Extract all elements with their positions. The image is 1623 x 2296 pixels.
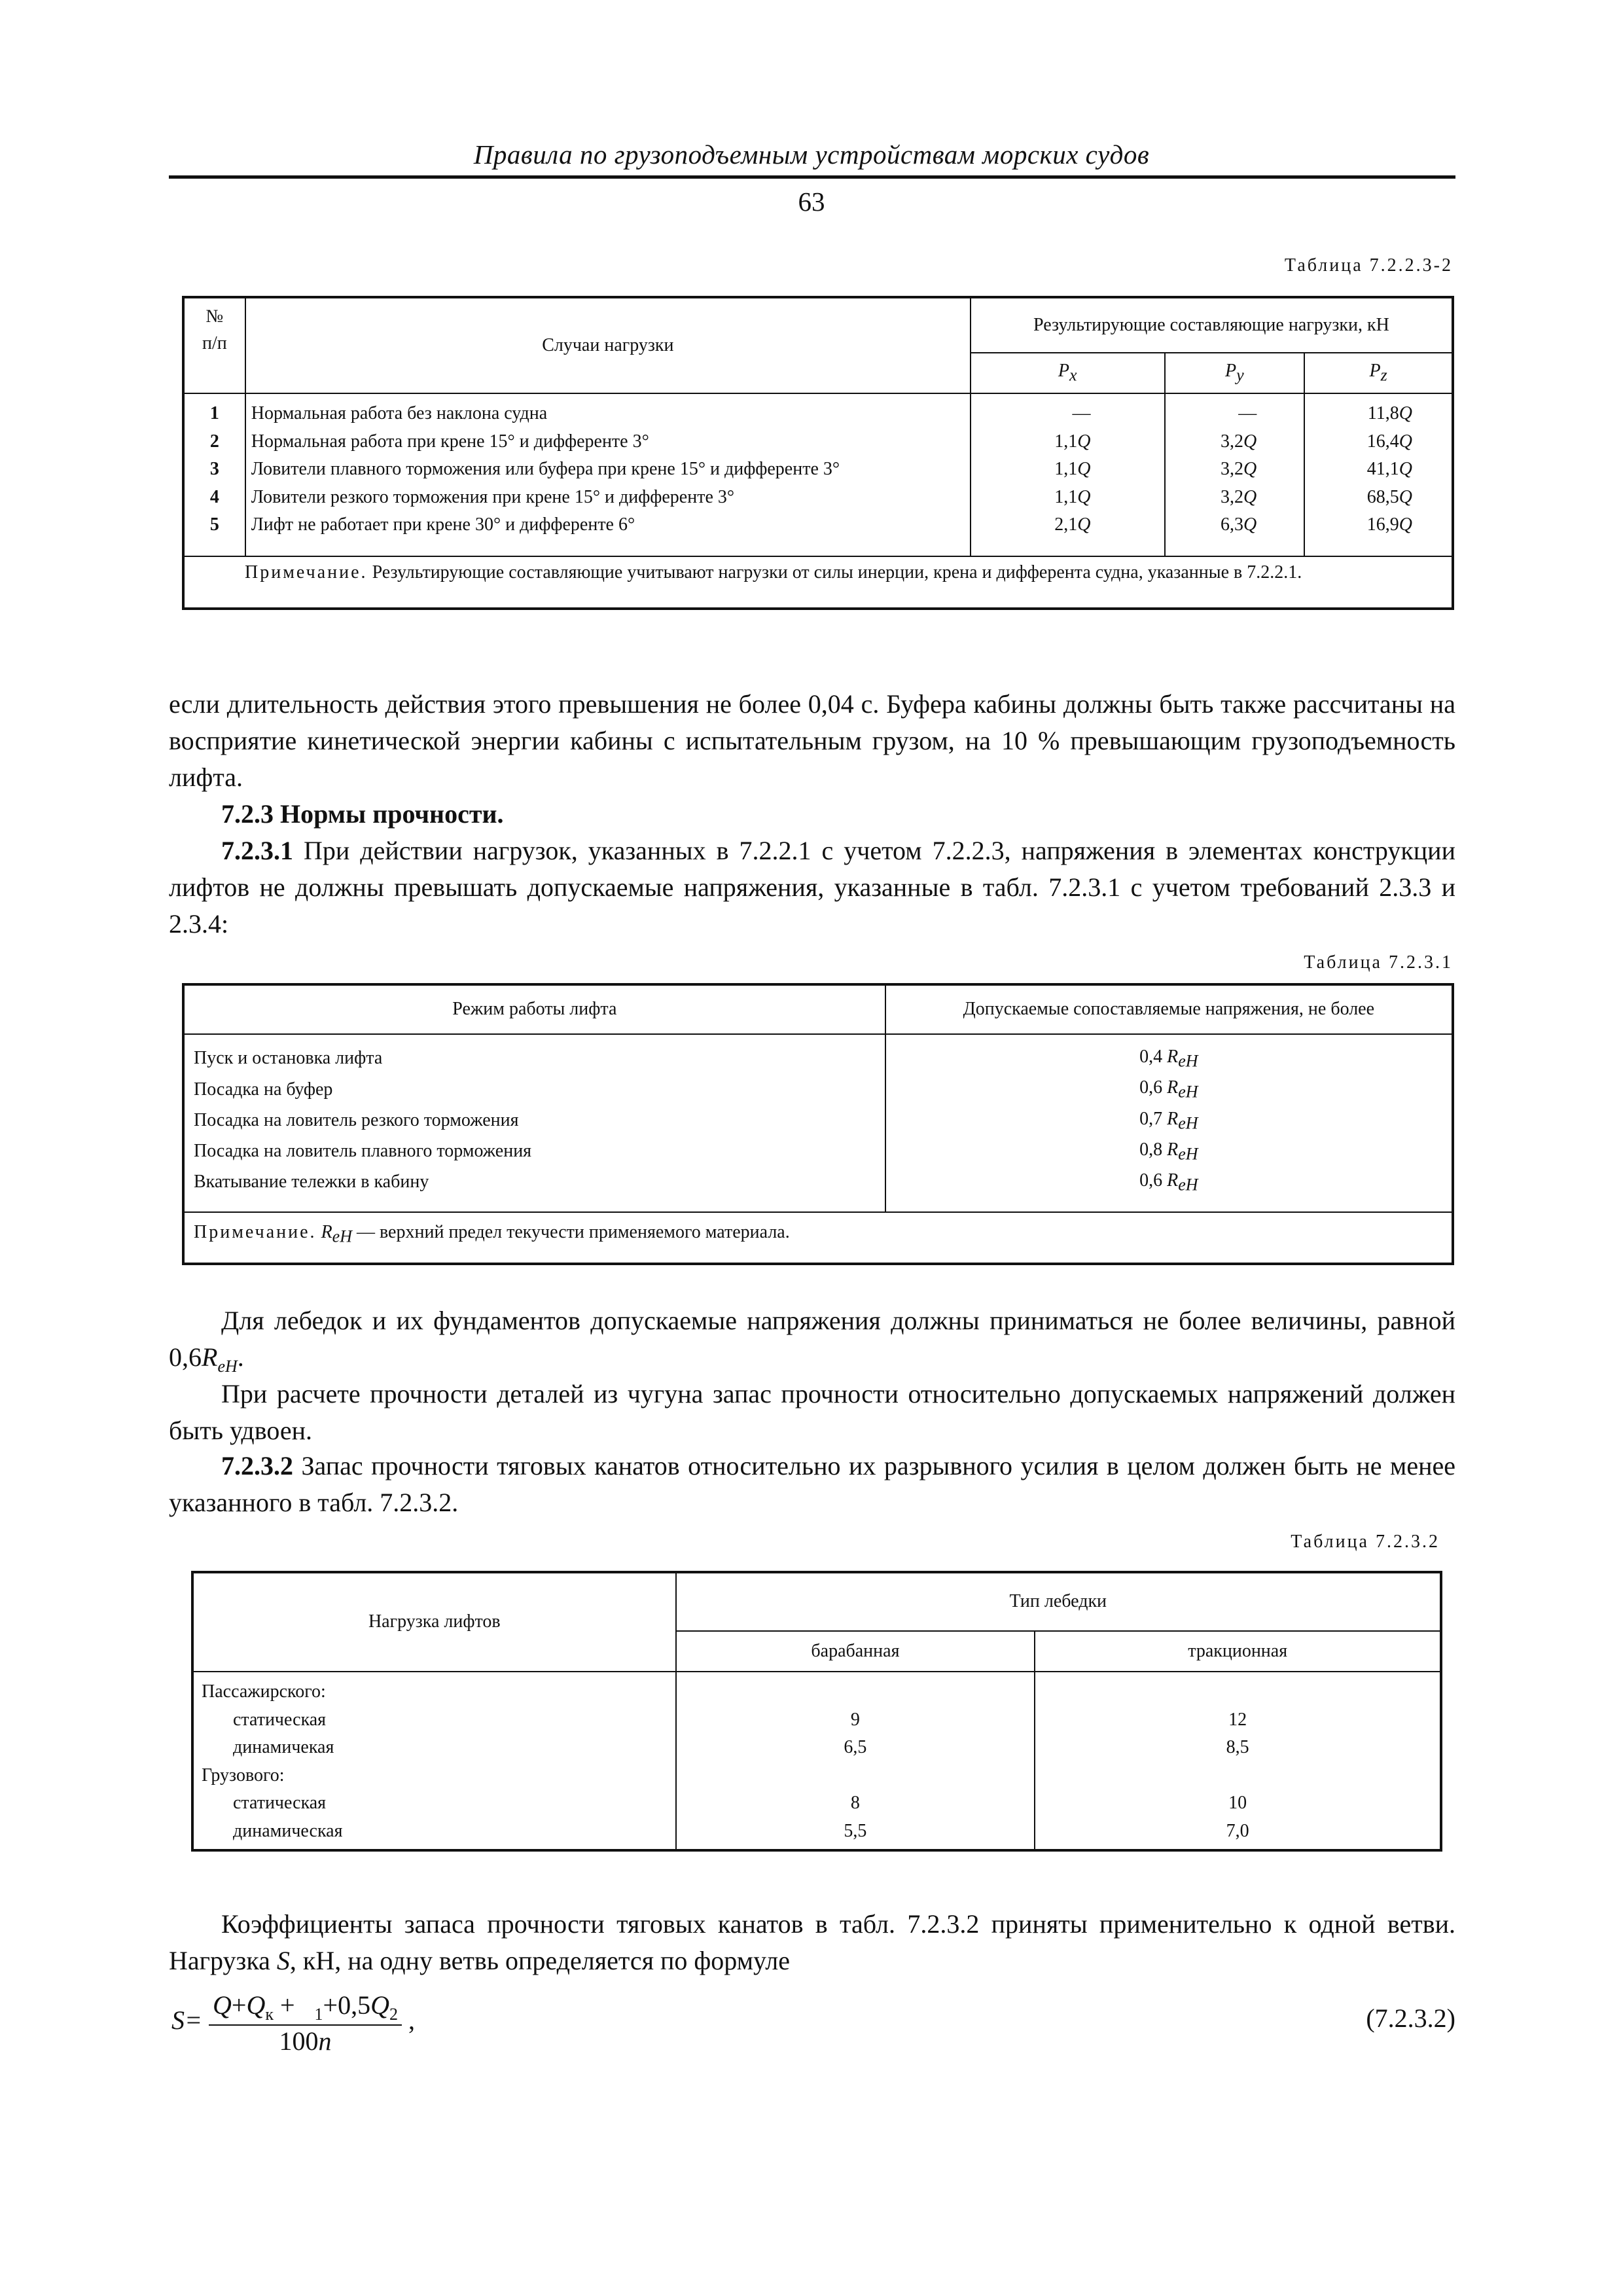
paragraph-7231: 7.2.3.1 При действии нагрузок, указанных в 7.2.2.1 с учетом 7.2.2.3, напряжения в элементах конструкции лифтов не должны превышать допускаемые напряжения, указанные в табл. 7.2.3.1 с учетом требований 2.3.3 и 2.3.4: bbox=[169, 836, 1455, 939]
col-header-py: $P_y$ bbox=[1165, 353, 1305, 393]
table3-caption: Таблица 7.2.3.2 bbox=[1291, 1532, 1440, 1552]
table-allowable-stress bbox=[182, 983, 1454, 1265]
table-row: динамическая 5,5 7,0 bbox=[192, 1818, 1441, 1850]
col-header-px: $P_x$ bbox=[971, 353, 1165, 393]
col-header-traction: тракционная bbox=[1035, 1631, 1441, 1672]
col-header-no: № п/п bbox=[183, 297, 245, 393]
table-row: Пассажирского: bbox=[192, 1672, 1441, 1706]
formula-fraction: $Q+Q_к$ + $_1+0,5Q_2$ 100n bbox=[209, 1990, 402, 2056]
table-row: динамичекая 6,5 8,5 bbox=[192, 1734, 1441, 1762]
paragraph-coefficients: Коэффициенты запаса прочности тяговых канатов в табл. 7.2.3.2 приняты применительно к одной ветви. Нагрузка S, кН, на одну ветвь определяется по формуле bbox=[169, 1909, 1455, 1975]
table-loads bbox=[182, 296, 1454, 610]
table-row: Посадка на буфер 0,6 $R_{eH}$ bbox=[183, 1074, 1453, 1105]
table-row: 4 Ловители резкого торможения при крене 15° и дифференте 3° 1,1Q 3,2Q 68,5Q bbox=[183, 484, 1453, 512]
page-number: 63 bbox=[798, 187, 825, 217]
col-header-allow: Допускаемые сопоставляемые напряжения, не более bbox=[885, 984, 1453, 1034]
table-row: Посадка на ловитель плавного торможения 0,8 $R_{eH}$ bbox=[183, 1136, 1453, 1167]
table-row: 1 Нормальная работа без наклона судна — — 11,8Q bbox=[183, 393, 1453, 428]
table1-note: Примечание. Результирующие составляющие учитывают нагрузки от силы инерции, крена и дифферента судна, указанные в 7.2.2.1. bbox=[183, 556, 1453, 609]
col-header-mode: Режим работы лифта bbox=[183, 984, 885, 1034]
table-row: 2 Нормальная работа при крене 15° и дифференте 3° 1,1Q 3,2Q 16,4Q bbox=[183, 428, 1453, 456]
table-safety-factors bbox=[191, 1571, 1442, 1852]
table-row: Вкатывание тележки в кабину 0,6 $R_{eH}$ bbox=[183, 1167, 1453, 1212]
col-header-winch-type: Тип лебедки bbox=[676, 1572, 1441, 1631]
paragraph-cast-iron: При расчете прочности деталей из чугуна запас прочности относительно допускаемых напряжений должен быть удвоен. bbox=[169, 1379, 1455, 1445]
table-row: Грузового: bbox=[192, 1762, 1441, 1790]
paragraph-winches: Для лебедок и их фундаментов допускаемые напряжения должны приниматься не более величины, равной $0,6R_{eH}$. bbox=[169, 1306, 1455, 1376]
paragraph-buffers: если длительность действия этого превышения не более 0,04 с. Буфера кабины должны быть также рассчитаны на восприятие кинетической энергии кабины с испытательным грузом, на 10 % превышающим грузоподъемность лифта. bbox=[169, 689, 1455, 792]
col-header-drum: барабанная bbox=[676, 1631, 1035, 1672]
col-header-result: Результирующие составляющие нагрузки, кН bbox=[971, 297, 1453, 353]
col-header-case: Случаи нагрузки bbox=[245, 297, 971, 393]
formula-number: (7.2.3.2) bbox=[1366, 2003, 1455, 2033]
table1-caption: Таблица 7.2.2.3-2 bbox=[1284, 255, 1453, 276]
table-row: Пуск и остановка лифта 0,4 $R_{eH}$ bbox=[183, 1034, 1453, 1074]
running-title: Правила по грузоподъемным устройствам морских судов bbox=[473, 139, 1150, 170]
table-row: 5 Лифт не работает при крене 30° и дифференте 6° 2,1Q 6,3Q 16,9Q bbox=[183, 511, 1453, 556]
table2-caption: Таблица 7.2.3.1 bbox=[1304, 952, 1453, 973]
table-row: 3 Ловители плавного торможения или буфера при крене 15° и дифференте 3° 1,1Q 3,2Q 41,1Q bbox=[183, 456, 1453, 484]
col-header-load: Нагрузка лифтов bbox=[192, 1572, 676, 1672]
table-row: статическая 8 10 bbox=[192, 1789, 1441, 1818]
header-rule bbox=[169, 175, 1455, 179]
col-header-pz: $P_z$ bbox=[1304, 353, 1453, 393]
section-title: 7.2.3 Нормы прочности. bbox=[221, 799, 504, 829]
table2-note: Примечание. $R_{eH}$ — верхний предел текучести применяемого материала. bbox=[183, 1212, 1453, 1263]
table-row: статическая 9 12 bbox=[192, 1706, 1441, 1734]
formula-lhs: S= bbox=[171, 2005, 202, 2036]
table-row: Посадка на ловитель резкого торможения 0,7 $R_{eH}$ bbox=[183, 1105, 1453, 1136]
paragraph-7232: 7.2.3.2 Запас прочности тяговых канатов относительно их разрывного усилия в целом должен быть не менее указанного в табл. 7.2.3.2. bbox=[169, 1451, 1456, 1517]
formula-7232: S= $Q+Q_к$ + $_1+0,5Q_2$ 100n , bbox=[171, 1990, 415, 2056]
